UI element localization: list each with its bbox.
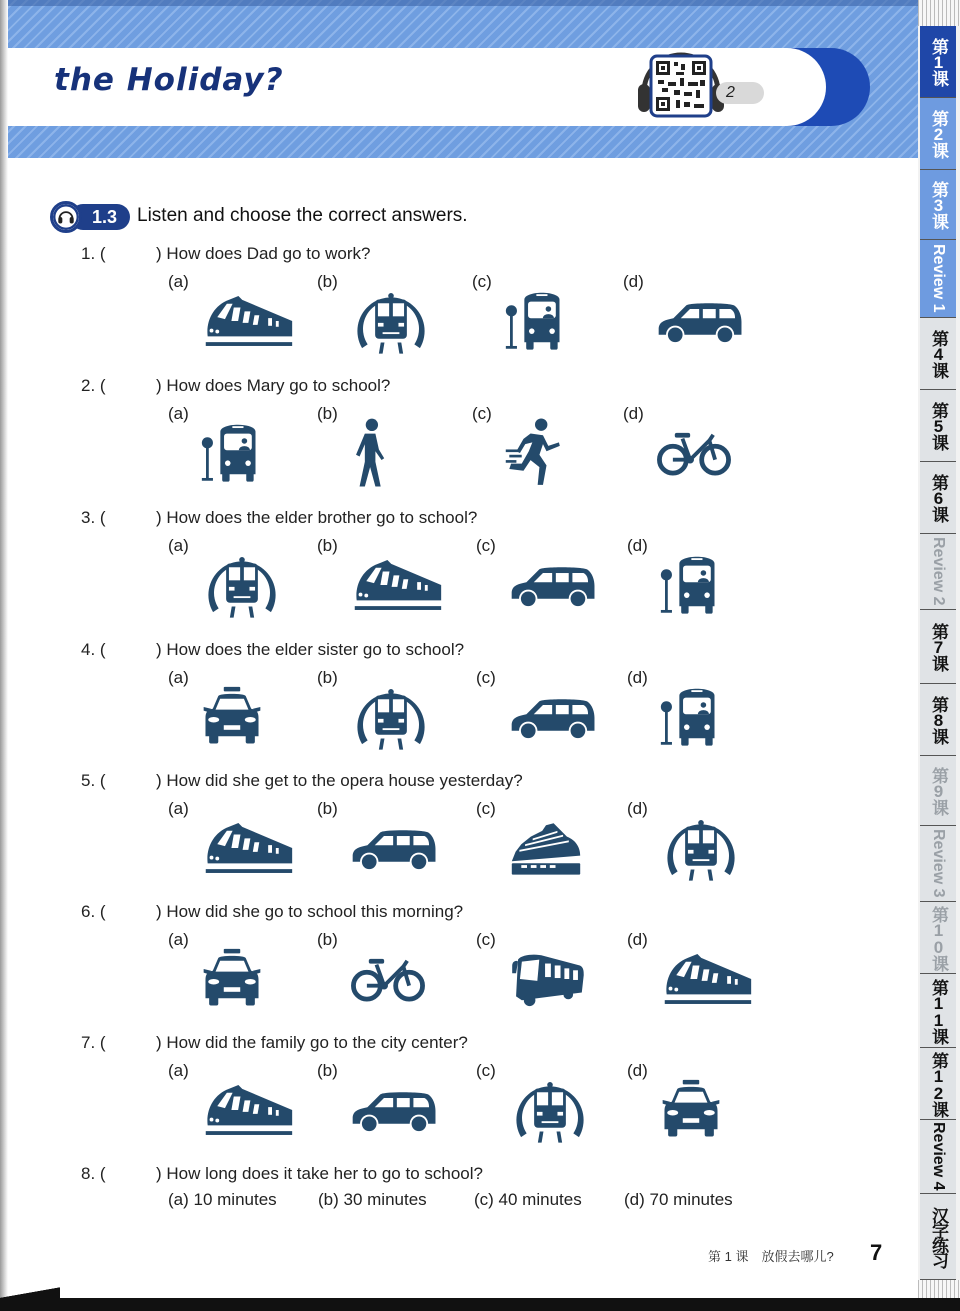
option-3d[interactable]: (d) [627,536,648,555]
option-7d[interactable]: (d) [627,1061,648,1080]
option-5a[interactable]: (a) [168,799,189,818]
walking-icon[interactable] [349,417,393,489]
question-text: ) How does Dad go to work? [156,244,371,263]
option-8c[interactable]: (c) 40 minutes [474,1190,582,1209]
audio-track-number: 2 [716,82,764,104]
option-4a[interactable]: (a) [168,668,189,687]
question-7 [81,1033,468,1053]
tab-第11课[interactable] [920,974,956,1048]
subway-icon[interactable] [200,543,284,627]
tab-label: 第8课 [929,696,948,743]
option-2a[interactable]: (a) [168,404,189,423]
question-text: ) How long does it take her to go to school? [156,1164,483,1183]
option-8b[interactable]: (b) 30 minutes [318,1190,427,1209]
tab-第7课[interactable] [920,610,956,684]
option-1b[interactable]: (b) [317,272,338,291]
tab-label: 第6课 [929,474,948,521]
tab-review-3[interactable] [920,826,956,902]
subway-icon[interactable] [508,1068,592,1152]
train-icon[interactable] [349,556,445,614]
tab-汉字练习[interactable] [920,1194,956,1280]
option-4c[interactable]: (c) [476,668,496,687]
question-3 [81,508,477,528]
tab-review-4[interactable] [920,1120,956,1194]
option-8d[interactable]: (d) 70 minutes [624,1190,733,1209]
bus-icon[interactable] [508,950,586,1008]
answer-blank[interactable]: 7. ( [81,1033,106,1052]
question-8 [81,1164,483,1184]
train-icon[interactable] [200,1081,296,1139]
tab-label: 第9课 [929,767,948,814]
tab-label: 第10课 [929,905,948,970]
tab-第9课[interactable] [920,756,956,826]
answer-blank[interactable]: 4. ( [81,640,106,659]
car-icon[interactable] [655,297,747,345]
option-5c[interactable]: (c) [476,799,496,818]
answer-blank[interactable]: 6. ( [81,902,106,921]
option-5b[interactable]: (b) [317,799,338,818]
train-icon[interactable] [659,950,755,1008]
banner-shadow [0,0,918,6]
option-5d[interactable]: (d) [627,799,648,818]
exercise-number: 1.3 [70,204,130,230]
question-text: ) How does the elder sister go to school? [156,640,465,659]
tab-第12课[interactable] [920,1048,956,1120]
exercise-instruction: Listen and choose the correct answers. [137,205,468,226]
taxi-icon[interactable] [200,685,264,749]
answer-blank[interactable]: 5. ( [81,771,106,790]
option-6a[interactable]: (a) [168,930,189,949]
bus-stop-icon[interactable] [200,420,274,486]
ship-icon[interactable] [508,819,584,877]
question-1 [81,244,371,264]
answer-blank[interactable]: 2. ( [81,376,106,395]
car-icon[interactable] [349,1086,441,1134]
train-icon[interactable] [200,292,296,350]
tab-label: Review 1 [930,244,947,313]
headphones-icon[interactable] [50,201,82,233]
option-1a[interactable]: (a) [168,272,189,291]
subway-icon[interactable] [659,806,743,890]
tab-第8课[interactable] [920,684,956,756]
tab-第2课[interactable] [920,98,956,170]
answer-blank[interactable]: 8. ( [81,1164,106,1183]
option-2c[interactable]: (c) [472,404,492,423]
tab-label: 第1课 [929,38,948,85]
tab-label: 汉字练习 [929,1206,948,1267]
option-7a[interactable]: (a) [168,1061,189,1080]
option-2b[interactable]: (b) [317,404,338,423]
bus-stop-icon[interactable] [659,684,733,750]
tab-review-2[interactable] [920,534,956,610]
option-7b[interactable]: (b) [317,1061,338,1080]
tab-第4课[interactable] [920,318,956,390]
tab-label: 第5课 [929,402,948,449]
tab-review-1[interactable] [920,240,956,318]
tab-label: Review 3 [930,829,947,898]
option-1c[interactable]: (c) [472,272,492,291]
question-2 [81,376,390,396]
question-text: ) How did the family go to the city center? [156,1033,468,1052]
tab-edge-top [918,0,960,26]
car-icon[interactable] [508,561,600,609]
tab-label: 第11课 [929,978,948,1043]
bicycle-icon[interactable] [349,955,427,1003]
question-4 [81,640,464,660]
question-5 [81,771,523,791]
tab-label: 第7课 [929,623,948,670]
page-number: 7 [870,1240,883,1265]
option-3b[interactable]: (b) [317,536,338,555]
tab-label: 第3课 [929,181,948,228]
option-7c[interactable]: (c) [476,1061,496,1080]
question-text: ) How did she get to the opera house yesterday? [156,771,523,790]
option-8a[interactable]: (a) 10 minutes [168,1190,277,1209]
page-title: the Holiday? [54,62,284,98]
tab-label: Review 2 [930,537,947,606]
option-6b[interactable]: (b) [317,930,338,949]
option-2d[interactable]: (d) [623,404,644,423]
question-6 [81,902,463,922]
option-3a[interactable]: (a) [168,536,189,555]
answer-blank[interactable]: 1. ( [81,244,106,263]
qr-code-headphones-icon[interactable] [636,42,726,120]
option-4b[interactable]: (b) [317,668,338,687]
tab-label: 第12课 [929,1051,948,1116]
taxi-icon[interactable] [200,947,264,1011]
tab-第1课[interactable] [920,26,956,98]
page-bottom-edge [0,1298,960,1311]
car-icon[interactable] [349,824,441,872]
question-text: ) How did she go to school this morning? [156,902,464,921]
running-icon[interactable] [504,417,566,489]
tab-label: Review 4 [930,1122,947,1191]
tab-label: 第4课 [929,330,948,377]
footer-lesson: 第 1 课 放假去哪儿? [708,1249,834,1264]
bus-stop-icon[interactable] [659,552,733,618]
option-1d[interactable]: (d) [623,272,644,291]
question-text: ) How does Mary go to school? [156,376,391,395]
tab-第10课[interactable] [920,902,956,974]
option-4d[interactable]: (d) [627,668,648,687]
taxi-icon[interactable] [659,1078,723,1142]
option-6d[interactable]: (d) [627,930,648,949]
bicycle-icon[interactable] [655,429,733,477]
answer-blank[interactable]: 3. ( [81,508,106,527]
page-left-edge [0,0,8,1300]
train-icon[interactable] [200,819,296,877]
car-icon[interactable] [508,693,600,741]
tab-第6课[interactable] [920,462,956,534]
subway-icon[interactable] [349,279,433,363]
option-3c[interactable]: (c) [476,536,496,555]
subway-icon[interactable] [349,675,433,759]
tab-label: 第2课 [929,110,948,157]
question-text: ) How does the elder brother go to school? [156,508,478,527]
tab-第3课[interactable] [920,170,956,240]
bus-stop-icon[interactable] [504,288,578,354]
option-6c[interactable]: (c) [476,930,496,949]
tab-第5课[interactable] [920,390,956,462]
